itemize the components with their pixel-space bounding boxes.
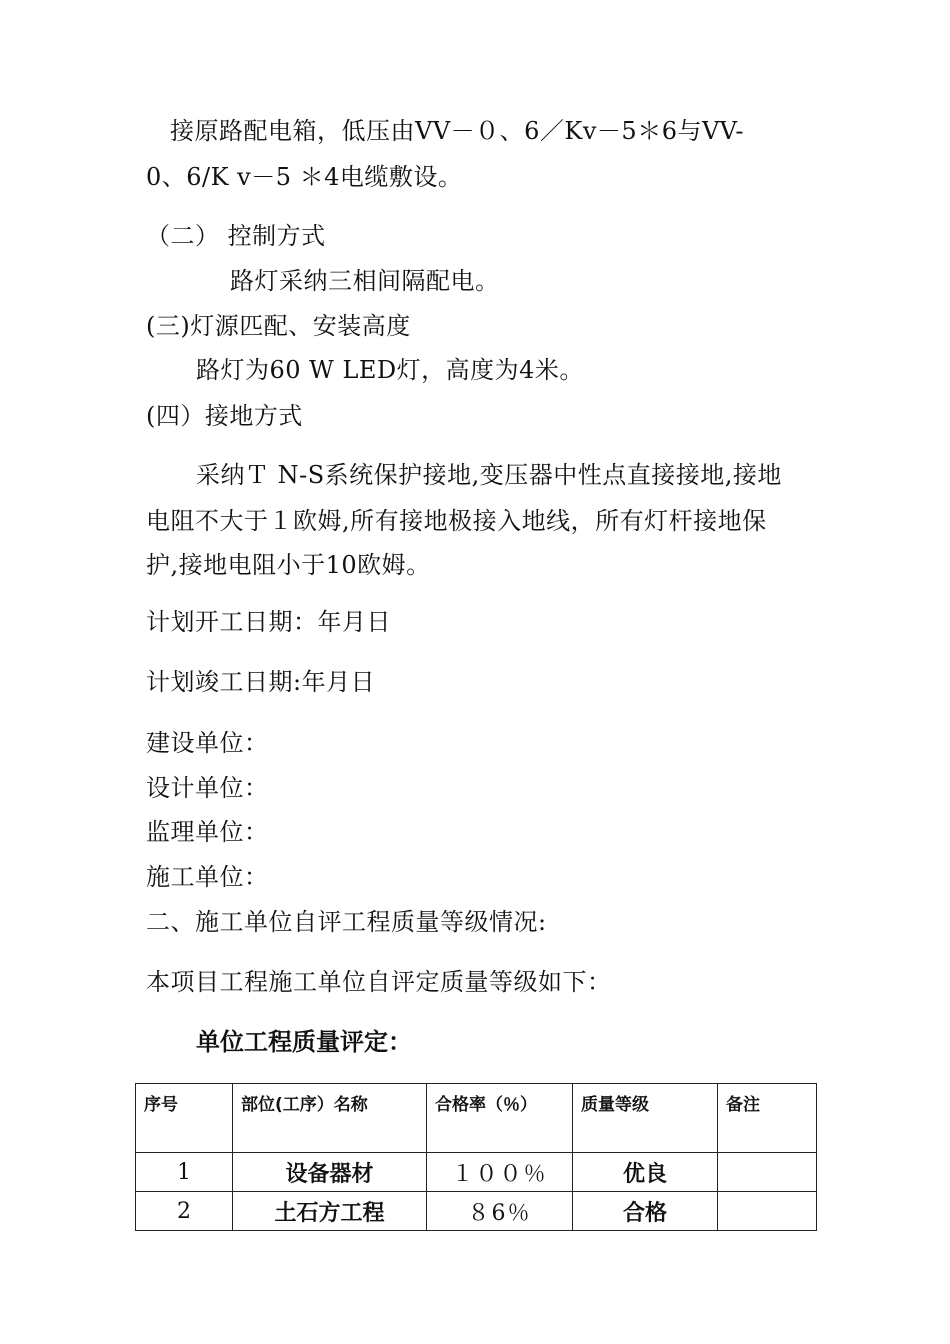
paragraph-cable-line-1: 接原路配电箱，低压由VV－０、6／Kv－5＊6与VV- — [170, 117, 745, 145]
row-part-name: 土石方工程 — [233, 1192, 427, 1231]
row-part-name: 设备器材 — [233, 1153, 427, 1192]
table-row — [136, 1192, 817, 1231]
planned-start-date: 计划开工日期：年月日 — [146, 608, 391, 636]
header-pass-rate: 合格率（％） — [427, 1084, 573, 1153]
header-remarks: 备注 — [718, 1084, 817, 1153]
unit-construct: 施工单位： — [146, 863, 269, 891]
row-index: 1 — [136, 1153, 233, 1192]
table-row — [136, 1153, 817, 1192]
paragraph-light-source: 路灯为60 W LED灯，高度为4米。 — [196, 356, 584, 384]
heading-grounding: (四）接地方式 — [146, 402, 303, 430]
heading-control-method: （二） 控制方式 — [146, 222, 326, 250]
row-remarks — [718, 1153, 817, 1192]
row-remarks — [718, 1192, 817, 1231]
row-pass-rate: ８6％ — [427, 1192, 573, 1231]
heading-light-source: (三)灯源匹配、安装高度 — [146, 312, 411, 340]
paragraph-control-method: 路灯采纳三相间隔配电。 — [230, 267, 500, 295]
row-quality-grade: 合格 — [573, 1192, 718, 1231]
paragraph-grounding-line-3: 护,接地电阻小于10欧姆。 — [146, 551, 431, 579]
row-pass-rate: １００％ — [427, 1153, 573, 1192]
table-title: 单位工程质量评定： — [196, 1028, 412, 1056]
unit-design: 设计单位： — [146, 774, 269, 802]
header-quality-grade: 质量等级 — [573, 1084, 718, 1153]
table-header-row — [136, 1084, 817, 1153]
quality-table — [135, 1083, 817, 1231]
paragraph-grounding-line-1: 采纳Ｔ N-S系统保护接地,变压器中性点直接接地,接地 — [196, 461, 782, 489]
section-quality-self-assessment: 二、施工单位自评工程质量等级情况: — [146, 908, 547, 936]
section-quality-intro: 本项目工程施工单位自评定质量等级如下： — [146, 968, 612, 996]
row-quality-grade: 优良 — [573, 1153, 718, 1192]
planned-end-date: 计划竣工日期:年月日 — [146, 668, 376, 696]
unit-build: 建设单位： — [146, 729, 269, 757]
header-index: 序号 — [136, 1084, 233, 1153]
paragraph-grounding-line-2: 电阻不大于１欧姆,所有接地极接入地线，所有灯杆接地保 — [146, 507, 767, 535]
row-index: 2 — [136, 1192, 233, 1231]
header-part-name: 部位(工序）名称 — [233, 1084, 427, 1153]
unit-supervise: 监理单位： — [146, 818, 269, 846]
paragraph-cable-line-2: 0、6/K v－5 ＊4电缆敷设。 — [146, 163, 463, 191]
